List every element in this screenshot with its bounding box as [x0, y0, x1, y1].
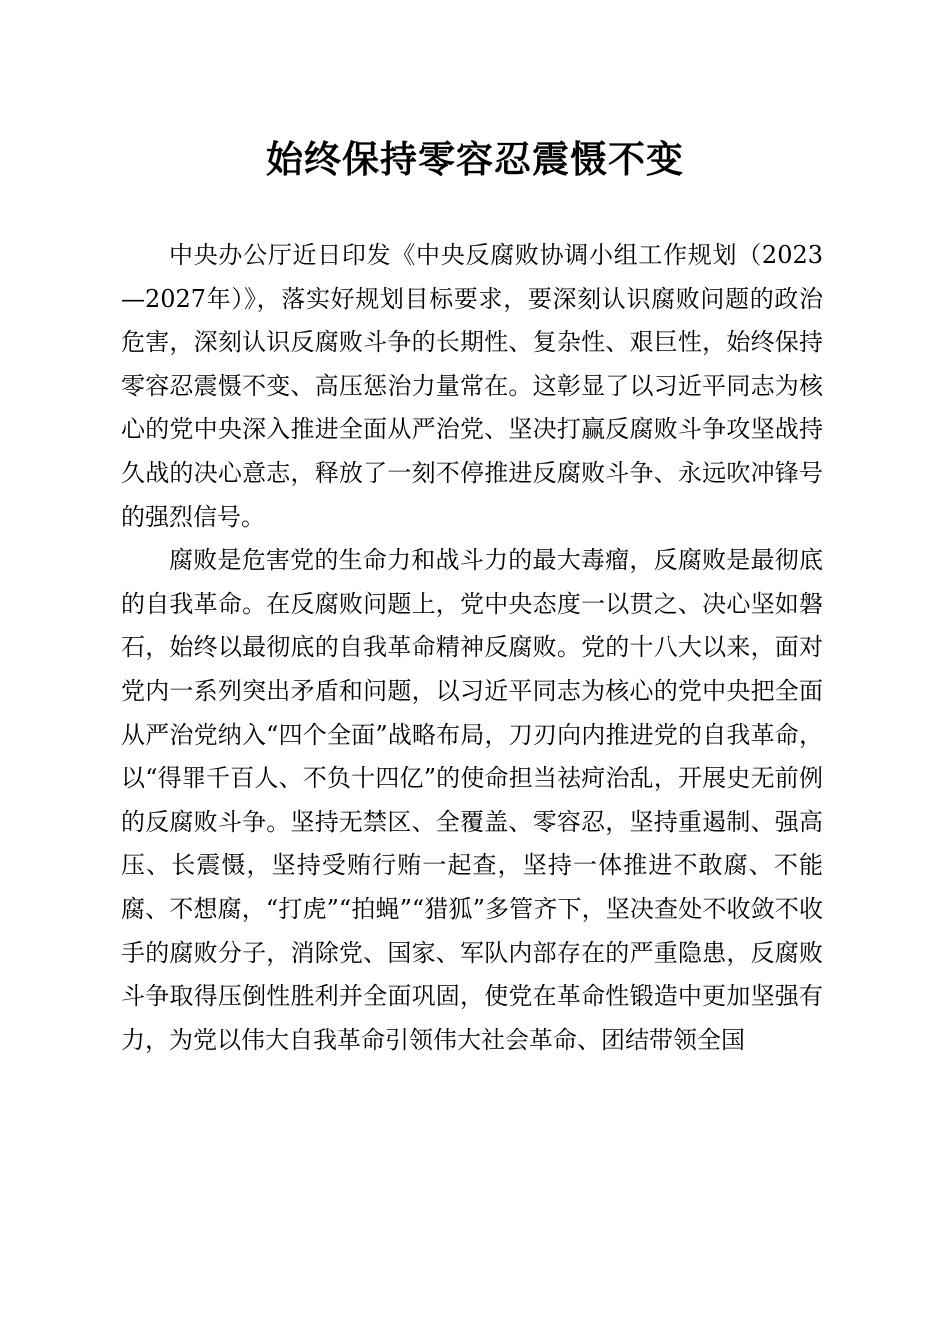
body-paragraph-1: 中央办公厅近日印发《中央反腐败协调小组工作规划（2023—2027年）》，落实好规划目标要求，要深刻认识腐败问题的政治危害，深刻认识反腐败斗争的长期性、复杂性、艰巨性，始终保持零容忍震慑不变、高压惩治力量常在。这彰显了以习近平同志为核心的党中央深入推进全面从严治党、坚决打赢反腐败斗争攻坚战持久战的决心意志，释放了一刻不停推进反腐败斗争、永远吹冲锋号的强烈信号。 [121, 241, 823, 531]
document-body [121, 234, 823, 1062]
body-paragraph-2: 腐败是危害党的生命力和战斗力的最大毒瘤，反腐败是最彻底的自我革命。在反腐败问题上，党中央态度一以贯之、决心坚如磐石，始终以最彻底的自我革命精神反腐败。党的十八大以来，面对党内一系列突出矛盾和问题，以习近平同志为核心的党中央把全面从严治党纳入“四个全面”战略布局，刀刃向内推进党的自我革命，以“得罪千百人、不负十四亿”的使命担当祛疴治乱，开展史无前例的反腐败斗争。坚持无禁区、全覆盖、零容忍，坚持重遏制、强高压、长震慑，坚持受贿行贿一起查，坚持一体推进不敢腐、不能腐、不想腐，“打虎”“拍蝇”“猎狐”多管齐下，坚决查处不收敛不收手的腐败分子，消除党、国家、军队内部存在的严重隐患，反腐败斗争取得压倒性胜利并全面巩固，使党在革命性锻造中更加坚强有力，为党以伟大自我革命引领伟大社会革命、团结带领全国 [121, 546, 823, 1054]
document-title: 始终保持零容忍震慑不变 [266, 137, 684, 181]
